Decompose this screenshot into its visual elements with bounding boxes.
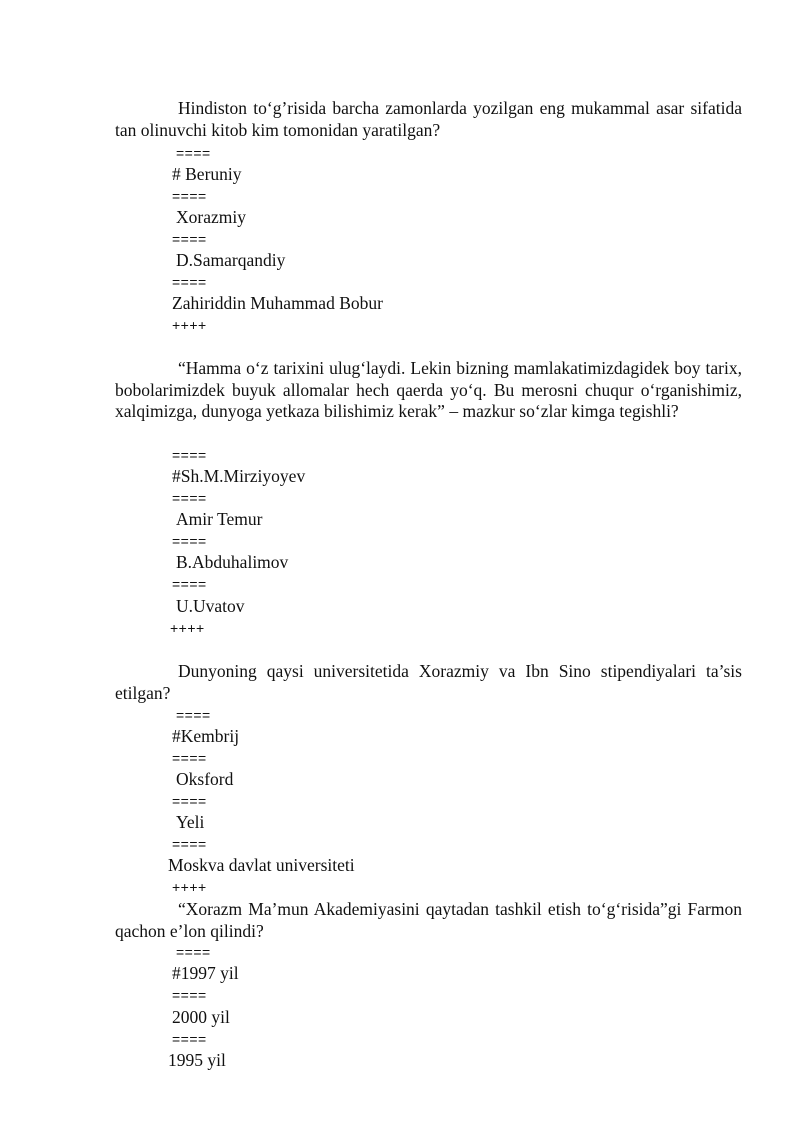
separator: ==== (172, 490, 207, 506)
question-text: Dunyoning qaysi universitetida Xorazmiy va Ibn Sino stipendiyalari ta’sis etilgan? (115, 661, 742, 703)
separator: ==== (172, 793, 207, 809)
answer-option: # Beruniy (172, 164, 242, 184)
question-text: “Xorazm Ma’mun Akademiyasini qaytadan tashkil etish to‘g‘risida”gi Farmon qachon e’lon qilindi? (115, 899, 742, 941)
separator: ==== (172, 1031, 207, 1047)
separator: ==== (176, 145, 211, 161)
answer-option: 1995 yil (168, 1050, 226, 1070)
separator: ==== (176, 707, 211, 723)
answer-option: #Kembrij (172, 726, 240, 746)
answer-option: #1997 yil (172, 963, 239, 983)
separator: ==== (172, 447, 207, 463)
answer-option: D.Samarqandiy (176, 250, 286, 270)
answer-option: Moskva davlat universiteti (168, 855, 355, 875)
separator: ==== (172, 576, 207, 592)
answer-option: 2000 yil (172, 1007, 230, 1027)
answer-option: U.Uvatov (176, 596, 245, 616)
separator: ==== (172, 188, 207, 204)
end-marker: ++++ (170, 620, 205, 636)
separator: ==== (172, 750, 207, 766)
question-text: Hindiston to‘g’risida barcha zamonlarda yozilgan eng mukammal asar sifatida tan olinuvchi kitob kim tomonidan yaratilgan? (115, 98, 742, 140)
answer-option: Zahiriddin Muhammad Bobur (172, 293, 383, 313)
separator: ==== (172, 274, 207, 290)
question-text: “Hamma o‘z tarixini ulug‘laydi. Lekin bizning mamlakatimizdagidek boy tarix, bobolarimizdek buyuk allomalar hech qaerda yo‘q. Bu merosni chuqur o‘rganishimiz, xalqimizga, dunyoga yetkaza bilishimiz kerak” – mazkur so‘zlar kimga tegishli? (115, 358, 742, 421)
end-marker: ++++ (172, 317, 207, 333)
separator: ==== (172, 533, 207, 549)
separator: ==== (172, 231, 207, 247)
answer-option: #Sh.M.Mirziyoyev (172, 466, 306, 486)
separator: ==== (172, 987, 207, 1003)
answer-option: Xorazmiy (176, 207, 246, 227)
end-marker: ++++ (172, 879, 207, 895)
separator: ==== (176, 944, 211, 960)
answer-option: Amir Temur (176, 509, 263, 529)
answer-option: B.Abduhalimov (176, 552, 289, 572)
answer-option: Oksford (176, 769, 234, 789)
answer-option: Yeli (176, 812, 205, 832)
separator: ==== (172, 836, 207, 852)
